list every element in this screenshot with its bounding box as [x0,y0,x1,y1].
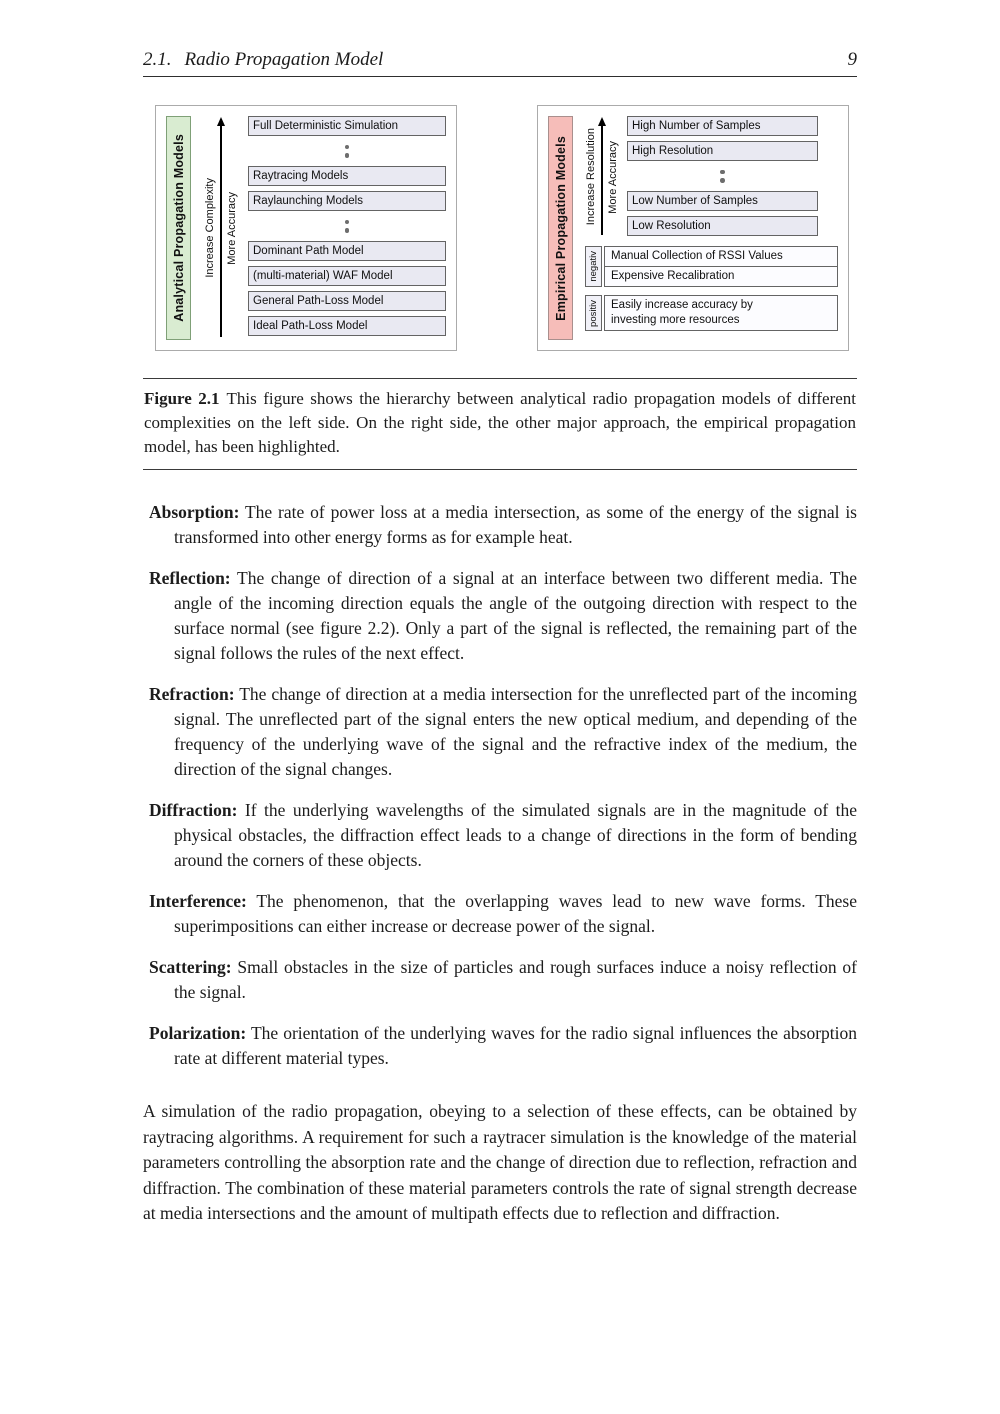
definition-term: Refraction: [149,684,235,704]
empirical-assessment-groups [585,238,838,331]
empirical-top-row [585,116,838,238]
model-box: High Number of Samples [627,116,818,136]
up-arrow [220,119,222,337]
closing-paragraph: A simulation of the radio propagation, obeying to a selection of these effects, can be obtained by raytracing algorithms. A requirement for such a raytracer simulation is the knowledge of the material parameters controlling the absorption rate and the change of direction due to reflection, refraction and diffraction. The combination of these material parameters controls the rate of signal strength decrease at media intersections and the amount of multipath effects due to reflection and diffraction. [143,1101,857,1223]
model-box: Low Number of Samples [627,191,818,211]
page-content [143,0,857,1227]
definition-term: Absorption: [149,502,240,522]
model-box: Dominant Path Model [248,241,446,261]
analytical-side-label-text: Analytical Propagation Models [171,134,186,322]
header-rule [143,76,857,77]
definitions-list [143,500,857,1071]
definition-absorption: Absorption: The rate of power loss at a media intersection, as some of the energy of the signal is transformed into other energy forms as for example heat. [149,502,857,547]
figure-caption [143,378,857,470]
ellipsis-dots [248,216,446,236]
figure-2-1 [155,105,857,351]
analytical-model-stack [248,116,446,340]
ellipsis-dots [248,141,446,161]
group-label-positiv: positiv [585,295,602,331]
definition-term: Scattering: [149,957,232,977]
definition-reflection: Reflection: The change of direction of a signal at an interface between two different media. The angle of the incoming direction equals the angle of the outgoing direction with respect to the surface normal (see figure 2.2). Only a part of the signal is reflected, the remaining part of the signal follows the rules of the next effect. [149,568,857,663]
model-box: Raylaunching Models [248,191,446,211]
definition-term: Polarization: [149,1023,247,1043]
model-box: Ideal Path-Loss Model [248,316,446,336]
assessment-group-negativ [585,246,838,287]
header-left [143,49,383,71]
definition-diffraction: Diffraction: If the underlying wavelengths of the simulated signals are in the magnitude of the physical obstacles, the diffraction effect leads to a change of directions in the form of bending around the corners of these objects. [149,800,857,870]
running-header [143,0,857,71]
group-cells [604,295,838,331]
ellipsis-dots [627,166,818,186]
group-cell: Easily increase accuracy by investing more resources [611,299,753,326]
model-box: (multi-material) WAF Model [248,266,446,286]
model-box: Full Deterministic Simulation [248,116,446,136]
analytical-models-panel [155,105,457,351]
caption-text: This figure shows the hierarchy between analytical radio propagation models of different complexities on the left side. On the right side, the other major approach, the empirical propagation model, has been highlighted. [144,389,856,456]
group-label-negativ: negativ [585,246,602,287]
empirical-side-label-text: Empirical Propagation Models [553,135,568,321]
definition-refraction: Refraction: The change of direction at a media intersection for the unreflected part of the incoming signal. The unreflected part of the signal enters the new optical medium, and depending of the frequency of the underlying wave of the signal and the refractive index of the medium, the direction of the signal changes. [149,684,857,779]
analytical-side-label [166,116,191,340]
model-box: General Path-Loss Model [248,291,446,311]
definition-term: Diffraction: [149,800,238,820]
increase-resolution-label: Increase Resolution [585,128,597,226]
group-cells [604,246,838,287]
section-title: Radio Propagation Model [184,49,384,70]
definition-term: Interference: [149,891,247,911]
model-box: Raytracing Models [248,166,446,186]
resolution-arrow-group [585,116,619,238]
model-box: Low Resolution [627,216,818,236]
definition-interference: Interference: The phenomenon, that the overlapping waves lead to new wave forms. These superimpositions can either increase or decrease power of the signal. [149,891,857,936]
definition-term: Reflection: [149,568,231,588]
group-cell: Expensive Recalibration [611,270,735,282]
increase-complexity-label: Increase Complexity [204,178,216,278]
empirical-side-label [548,116,573,340]
complexity-arrow-group [204,116,238,340]
empirical-models-panel [537,105,849,351]
up-arrow [601,119,603,235]
definition-polarization: Polarization: The orientation of the underlying waves for the radio signal influences the absorption rate at different material types. [149,1023,857,1068]
definition-scattering: Scattering: Small obstacles in the size of particles and rough surfaces induce a noisy reflection of the signal. [149,957,857,1002]
model-box: High Resolution [627,141,818,161]
assessment-group-positiv [585,295,838,331]
page-number: 9 [847,49,857,70]
empirical-model-stack [627,116,818,238]
section-number: 2.1. [143,49,172,70]
more-accuracy-label: More Accuracy [607,140,619,214]
empirical-panel-body [585,116,838,340]
group-cell: Manual Collection of RSSI Values [605,247,837,267]
caption-label: Figure 2.1 [144,389,220,408]
more-accuracy-label: More Accuracy [226,191,238,265]
